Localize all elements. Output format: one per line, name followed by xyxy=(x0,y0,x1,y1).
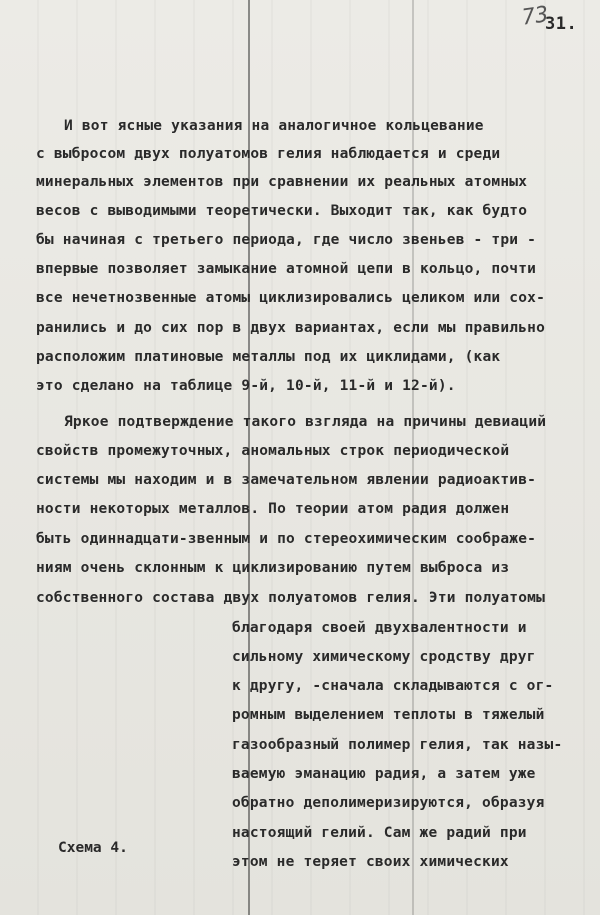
text-line: ности некоторых металлов. По теории атом радия должен xyxy=(36,501,510,517)
text-line: бы начиная с третьего периода, где число звеньев - три - xyxy=(36,232,537,248)
text-line: свойств промежуточных, аномальных строк периодической xyxy=(36,443,510,459)
text-line: настоящий гелий. Сам же радий при xyxy=(232,825,527,841)
figure-placeholder xyxy=(30,620,225,820)
text-line: ниям очень склонным к циклизированию путем выброса из xyxy=(36,560,510,576)
text-line: И вот ясные указания на аналогичное кольцевание xyxy=(64,118,484,134)
text-line: это сделано на таблице 9-й, 10-й, 11-й и 12-й). xyxy=(36,378,456,394)
text-line: ваемую эманацию радия, а затем уже xyxy=(232,766,536,782)
text-line: расположим платиновые металлы под их циклидами, (как xyxy=(36,349,501,365)
page-number: 31. xyxy=(545,14,578,34)
text-line: все нечетнозвенные атомы циклизировались целиком или сох- xyxy=(36,290,545,306)
text-line: сильному химическому сродству друг xyxy=(232,649,536,665)
text-line: ранились и до сих пор в двух вариантах, если мы правильно xyxy=(36,320,545,336)
text-line: быть одиннадцати-звенным и по стереохимическим соображе- xyxy=(36,531,537,547)
text-line: к другу, -сначала складываются с ог- xyxy=(232,678,554,694)
text-line: газообразный полимер гелия, так назы- xyxy=(232,737,563,753)
figure-caption: Схема 4. xyxy=(58,840,128,856)
text-line: весов с выводимыми теоретически. Выходит так, как будто xyxy=(36,203,528,219)
text-line: системы мы находим и в замечательном явлении радиоактив- xyxy=(36,472,537,488)
text-line: благодаря своей двухвалентности и xyxy=(232,620,527,636)
crossed-page-number: 73 xyxy=(520,2,551,31)
text-line: впервые позволяет замыкание атомной цепи в кольцо, почти xyxy=(36,261,537,277)
text-line: собственного состава двух полуатомов гелия. Эти полуатомы xyxy=(36,590,545,606)
text-line: обратно деполимеризируются, образуя xyxy=(232,795,545,811)
text-line: Яркое подтверждение такого взгляда на причины девиаций xyxy=(64,414,547,430)
text-line: минеральных элементов при сравнении их реальных атомных xyxy=(36,174,528,190)
text-line: этом не теряет своих химических xyxy=(232,854,509,870)
text-line: с выбросом двух полуатомов гелия наблюдается и среди xyxy=(36,146,501,162)
text-line: ромным выделением теплоты в тяжелый xyxy=(232,707,545,723)
